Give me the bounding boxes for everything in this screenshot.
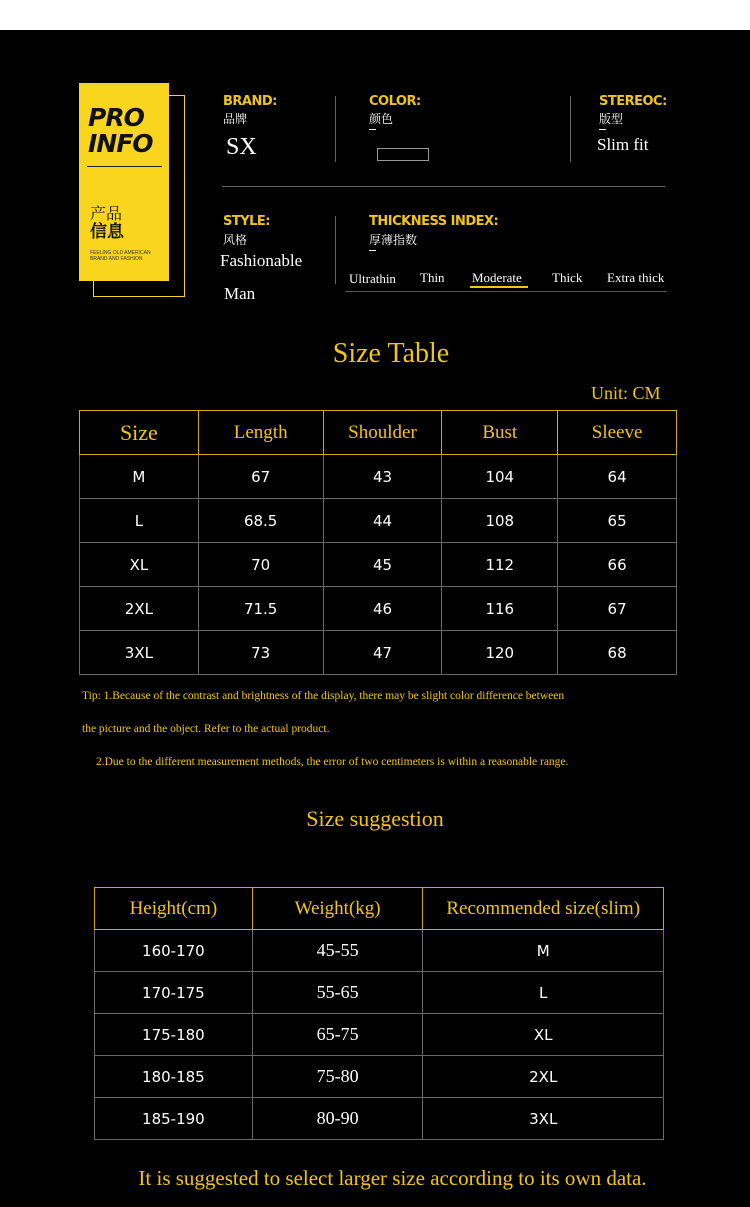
- table-row: [80, 631, 677, 675]
- divider: [335, 96, 336, 162]
- cell: 46: [323, 587, 442, 631]
- header-weight: Weight(kg): [252, 888, 423, 930]
- cell: 170-175: [95, 972, 253, 1014]
- thickness-option-ultrathin: Ultrathin: [349, 271, 396, 286]
- cell: 64: [558, 455, 677, 499]
- suggestion-title: Size suggestion: [306, 806, 444, 831]
- thickness-label: THICKNESS INDEX:: [369, 214, 499, 229]
- cell: 66: [558, 543, 677, 587]
- cell: 116: [442, 587, 558, 631]
- cell: XL: [423, 1014, 664, 1056]
- cell: 3XL: [80, 631, 199, 675]
- cell: 120: [442, 631, 558, 675]
- dash: [369, 129, 376, 130]
- cell: 65: [558, 499, 677, 543]
- stereoc-label: STEREOC:: [599, 94, 667, 109]
- table-row: [95, 1098, 664, 1140]
- footer-note: It is suggested to select larger size according to its own data.: [138, 1166, 647, 1190]
- table-row: [80, 499, 677, 543]
- table-row: [95, 1014, 664, 1056]
- color-label: COLOR:: [369, 94, 421, 109]
- cell: M: [80, 455, 199, 499]
- cell: 67: [558, 587, 677, 631]
- cell: 55-65: [252, 972, 423, 1014]
- color-swatch: [377, 148, 429, 161]
- style-label: STYLE:: [223, 214, 271, 229]
- cell: M: [423, 930, 664, 972]
- header-size: Size: [80, 411, 199, 455]
- cell: 71.5: [198, 587, 323, 631]
- cell: 2XL: [423, 1056, 664, 1098]
- style-value-1: Fashionable: [220, 251, 303, 270]
- color-cn: 颜色: [369, 112, 394, 126]
- table-row: [80, 587, 677, 631]
- cell: 73: [198, 631, 323, 675]
- table-row: [95, 1056, 664, 1098]
- cell: 70: [198, 543, 323, 587]
- table-row: [95, 930, 664, 972]
- cell: XL: [80, 543, 199, 587]
- header-recommended: Recommended size(slim): [423, 888, 664, 930]
- brand-value: SX: [226, 134, 257, 160]
- cell: 44: [323, 499, 442, 543]
- table-header-row: [95, 888, 664, 930]
- pro-info-card: [79, 83, 169, 281]
- cell: 180-185: [95, 1056, 253, 1098]
- dash: [369, 250, 376, 251]
- cell: 45: [323, 543, 442, 587]
- cell: 104: [442, 455, 558, 499]
- divider: [345, 291, 667, 292]
- dash: [599, 129, 606, 130]
- thickness-option-thin: Thin: [420, 270, 445, 285]
- style-cn: 风格: [223, 233, 248, 247]
- divider: [335, 216, 336, 284]
- stereoc-cn: 版型: [599, 112, 624, 126]
- cell: 45-55: [252, 930, 423, 972]
- cell: 3XL: [423, 1098, 664, 1140]
- selected-indicator: [470, 286, 528, 288]
- brand-label: BRAND:: [223, 94, 277, 109]
- suggestion-table: [94, 887, 664, 1140]
- cell: 68: [558, 631, 677, 675]
- cell: 47: [323, 631, 442, 675]
- header-bust: Bust: [442, 411, 558, 455]
- tip-line-3: 2.Due to the different measurement methods, the error of two centimeters is within a reasonable range.: [96, 756, 569, 768]
- tip-line-2: the picture and the object. Refer to the actual product.: [82, 723, 330, 735]
- divider: [570, 96, 571, 162]
- brand-cn: 品牌: [223, 112, 248, 126]
- cell: 2XL: [80, 587, 199, 631]
- table-row: [95, 972, 664, 1014]
- thickness-cn: 厚薄指数: [369, 233, 418, 247]
- card-cn-title: 产品 信息: [90, 204, 124, 242]
- card-small-text: FEELING OLD AMERICAN BRAND AND FASHION: [90, 250, 151, 262]
- size-table-title: Size Table: [332, 338, 450, 369]
- style-value-2: Man: [224, 284, 256, 303]
- header-sleeve: Sleeve: [558, 411, 677, 455]
- cell: L: [80, 499, 199, 543]
- cell: 160-170: [95, 930, 253, 972]
- cell: 112: [442, 543, 558, 587]
- cell: 43: [323, 455, 442, 499]
- thickness-option-extra-thick: Extra thick: [607, 270, 665, 285]
- card-title: PRO INFO: [88, 103, 153, 158]
- cell: 68.5: [198, 499, 323, 543]
- cell: 185-190: [95, 1098, 253, 1140]
- cell: 65-75: [252, 1014, 423, 1056]
- cell: L: [423, 972, 664, 1014]
- cell: 67: [198, 455, 323, 499]
- cell: 108: [442, 499, 558, 543]
- table-header-row: [80, 411, 677, 455]
- unit-label: Unit: CM: [591, 383, 661, 403]
- cell: 75-80: [252, 1056, 423, 1098]
- card-divider: [87, 166, 162, 167]
- size-table: [79, 410, 677, 675]
- table-row: [80, 543, 677, 587]
- tip-line-1: Tip: 1.Because of the contrast and brightness of the display, there may be slight color difference between: [82, 690, 565, 702]
- thickness-option-thick: Thick: [552, 270, 583, 285]
- table-row: [80, 455, 677, 499]
- header-length: Length: [198, 411, 323, 455]
- cell: 175-180: [95, 1014, 253, 1056]
- cell: 80-90: [252, 1098, 423, 1140]
- header-shoulder: Shoulder: [323, 411, 442, 455]
- divider: [222, 186, 665, 187]
- stereoc-value: Slim fit: [597, 135, 649, 154]
- thickness-option-moderate: Moderate: [472, 270, 522, 285]
- header-height: Height(cm): [95, 888, 253, 930]
